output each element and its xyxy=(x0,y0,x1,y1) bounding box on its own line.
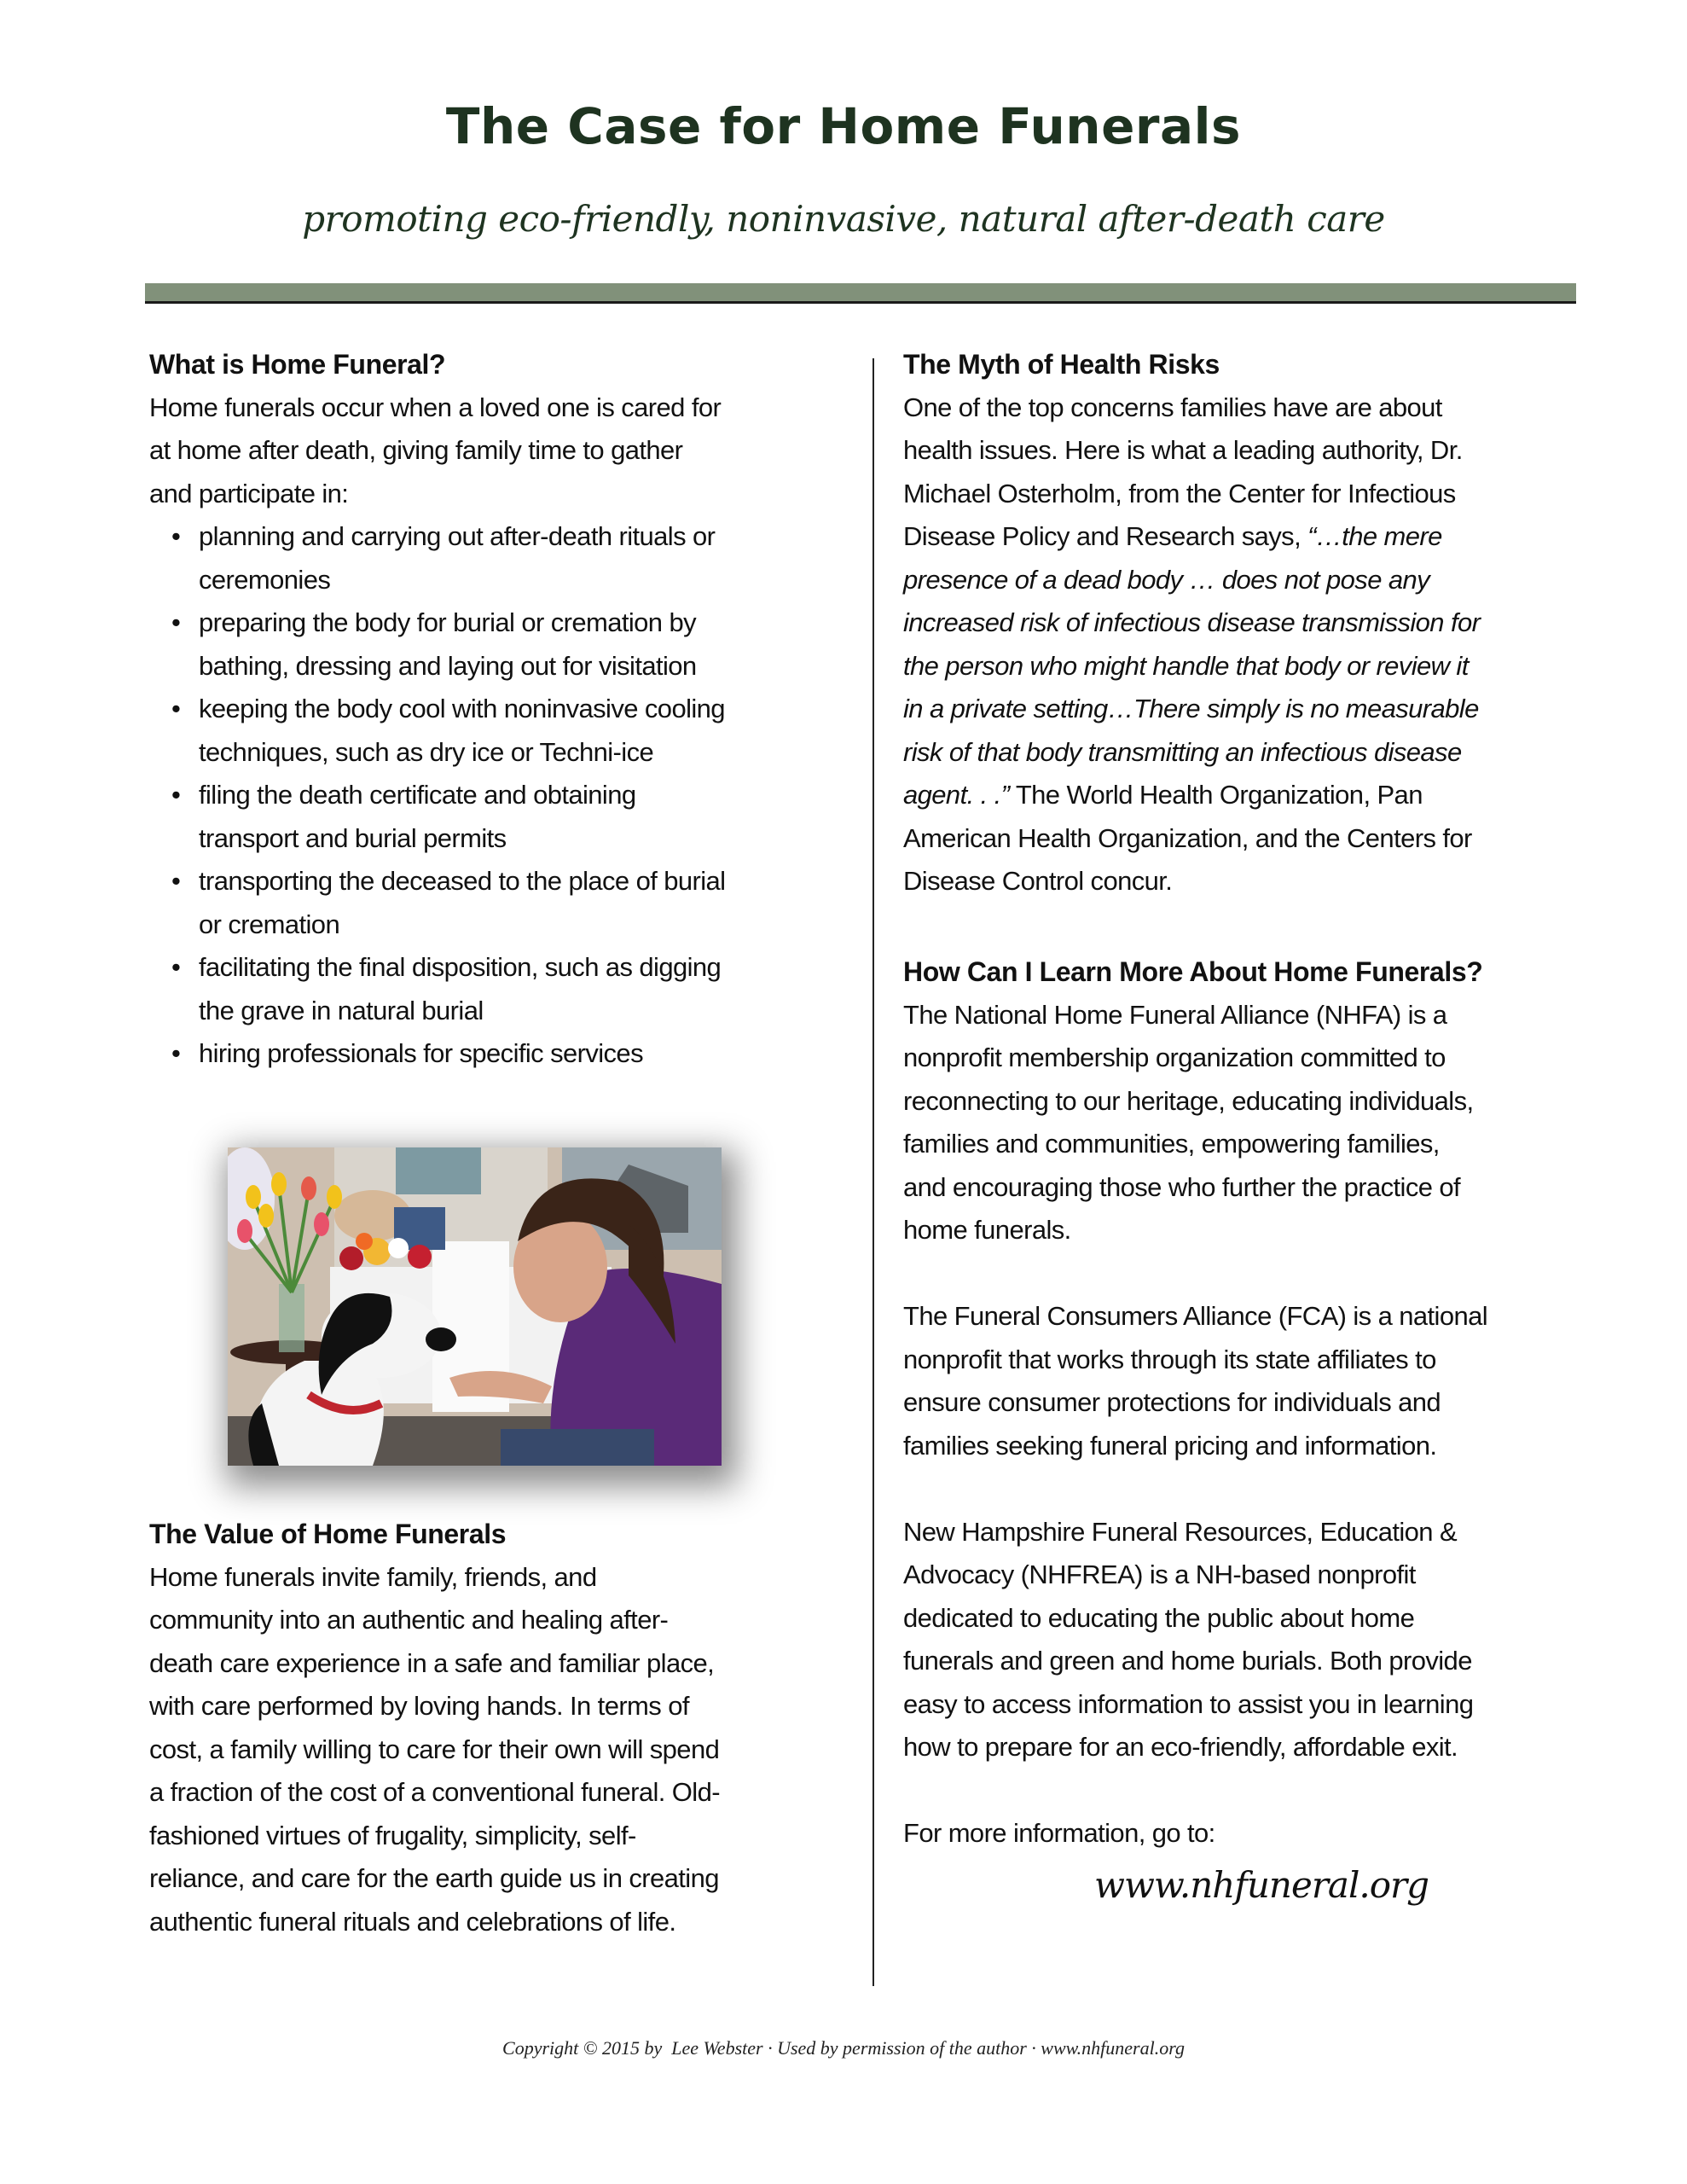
text-run: One of the top concerns families have are about xyxy=(903,392,1442,422)
photo-frame xyxy=(189,1109,795,1510)
text-line: hiring professionals for specific services xyxy=(199,1038,643,1068)
bullet-icon: • xyxy=(171,521,181,551)
flower-white xyxy=(388,1238,409,1258)
bullet-icon: • xyxy=(171,866,181,896)
myth-of-health-risks-section xyxy=(903,343,1586,903)
activities-list xyxy=(149,515,823,1076)
text-line: reliance, and care for the earth guide us in creating xyxy=(149,1863,719,1893)
list-item xyxy=(149,688,823,774)
more-info-text: For more information, go to: xyxy=(903,1818,1215,1848)
text-line: bathing, dressing and laying out for visitation xyxy=(199,650,697,681)
text-line: techniques, such as dry ice or Techni-ice xyxy=(199,736,654,767)
list-item xyxy=(149,774,823,860)
text-line: families and communities, empowering families, xyxy=(903,1129,1440,1159)
website-link[interactable]: www.nhfuneral.org xyxy=(1094,1863,1429,1906)
text-line: how to prepare for an eco-friendly, affordable exit. xyxy=(903,1732,1458,1762)
spacer xyxy=(903,1467,1586,1511)
text-line: authentic funeral rituals and celebrations of life. xyxy=(149,1906,676,1937)
home-funeral-photo xyxy=(228,1147,722,1466)
text-line: Home funerals occur when a loved one is cared for xyxy=(149,392,722,422)
text-line: Advocacy (NHFREA) is a NH-based nonprofit xyxy=(903,1560,1416,1589)
fca-paragraph xyxy=(903,1295,1586,1467)
copyright-footer: Copyright © 2015 by Lee Webster · Used by permission of the author · www.nhfuneral.org xyxy=(502,2037,1185,2059)
column-divider xyxy=(872,358,874,1986)
learn-more-section xyxy=(903,950,1586,1915)
list-item xyxy=(149,1032,823,1076)
text-line: and encouraging those who further the practice of xyxy=(903,1171,1461,1202)
section-heading: The Value of Home Funerals xyxy=(149,1519,507,1549)
text-line: at home after death, giving family time to gather xyxy=(149,435,683,465)
nhfrea-paragraph xyxy=(903,1511,1586,1769)
text-line: Home funerals invite family, friends, and xyxy=(149,1561,597,1592)
text-line xyxy=(903,429,1586,473)
section-heading: What is Home Funeral? xyxy=(149,349,446,380)
text-line: keeping the body cool with noninvasive cooling xyxy=(199,694,725,723)
quote-run: agent. . .” xyxy=(903,780,1010,810)
flower-orange xyxy=(356,1233,373,1250)
text-line: with care performed by loving hands. In terms of xyxy=(149,1691,689,1721)
text-run: Disease Control concur. xyxy=(903,866,1173,896)
text-line: transport and burial permits xyxy=(199,822,507,853)
bullet-icon: • xyxy=(171,780,181,810)
text-run: The World Health Organization, Pan xyxy=(1009,780,1423,810)
text-run: Michael Osterholm, from the Center for Infectious xyxy=(903,478,1456,508)
text-line: easy to access information to assist you in learning xyxy=(903,1688,1474,1719)
text-line: nonprofit that works through its state affiliates to xyxy=(903,1344,1436,1374)
text-run: American Health Organization, and the Centers for xyxy=(903,822,1472,853)
text-run: Disease Policy and Research says, xyxy=(903,521,1308,551)
left-column xyxy=(149,343,823,1076)
text-line: reconnecting to our heritage, educating individuals, xyxy=(903,1085,1474,1116)
document-title: The Case for Home Funerals xyxy=(445,97,1242,155)
text-line: or cremation xyxy=(199,909,340,939)
text-line: New Hampshire Funeral Resources, Education & xyxy=(903,1516,1458,1547)
text-line: nonprofit membership organization committed to xyxy=(903,1043,1446,1072)
text-line: death care experience in a safe and familiar place, xyxy=(149,1647,715,1678)
nhfa-paragraph xyxy=(903,994,1586,1252)
text-line: families seeking funeral pricing and information. xyxy=(903,1430,1437,1461)
text-run: health issues. Here is what a leading authority, Dr. xyxy=(903,435,1463,465)
text-line: cost, a family willing to care for their own will spend xyxy=(149,1734,720,1764)
text-line: ensure consumer protections for individuals and xyxy=(903,1387,1441,1417)
flower-red xyxy=(408,1245,432,1269)
text-line: a fraction of the cost of a conventional funeral. Old- xyxy=(149,1777,720,1807)
header-accent-bar xyxy=(145,283,1576,301)
text-line: The Funeral Consumers Alliance (FCA) is a national xyxy=(903,1301,1488,1331)
value-of-home-funerals-section xyxy=(149,1513,823,1943)
section-heading: The Myth of Health Risks xyxy=(903,349,1220,380)
quote-line: in a private setting…There simply is no measurable xyxy=(903,694,1479,723)
what-is-home-funeral-section xyxy=(149,343,823,1076)
document-subtitle: promoting eco-friendly, noninvasive, natural after-death care xyxy=(302,198,1385,240)
quote-run: “…the mere xyxy=(1307,521,1442,551)
text-line: facilitating the final disposition, such as digging xyxy=(199,952,722,982)
text-line: planning and carrying out after-death rituals or xyxy=(199,521,716,551)
list-item xyxy=(149,601,823,688)
text-line xyxy=(903,473,1586,516)
photo-illustration xyxy=(228,1147,722,1466)
text-line: preparing the body for burial or cremation by xyxy=(199,607,696,637)
text-line xyxy=(903,860,1586,903)
wall-picture xyxy=(396,1147,481,1194)
text-line: funerals and green and home burials. Both provide xyxy=(903,1646,1472,1676)
bullet-icon: • xyxy=(171,952,181,982)
text-line xyxy=(903,386,1586,430)
flower-red xyxy=(339,1246,363,1270)
quote-line: the person who might handle that body or review it xyxy=(903,650,1469,681)
text-line xyxy=(903,817,1586,861)
text-line: and participate in: xyxy=(149,478,349,508)
text-line: filing the death certificate and obtaining xyxy=(199,780,636,810)
quote-line: increased risk of infectious disease transmission for xyxy=(903,607,1481,637)
text-line xyxy=(903,774,1586,817)
right-column xyxy=(903,343,1586,1915)
spacer xyxy=(903,903,1586,947)
text-line: fashioned virtues of frugality, simplicity, self- xyxy=(149,1820,636,1850)
section-heading: How Can I Learn More About Home Funerals? xyxy=(903,956,1483,987)
quote-line: risk of that body transmitting an infectious disease xyxy=(903,736,1462,767)
spacer xyxy=(903,1252,1586,1296)
text-line: ceremonies xyxy=(199,564,331,595)
text-line: the grave in natural burial xyxy=(199,995,484,1025)
text-line: The National Home Funeral Alliance (NHFA) is a xyxy=(903,999,1447,1030)
vase xyxy=(279,1284,304,1352)
bullet-icon: • xyxy=(171,607,181,637)
spacer xyxy=(903,1769,1586,1813)
list-item xyxy=(149,860,823,946)
text-line: transporting the deceased to the place of burial xyxy=(199,866,726,896)
bullet-icon: • xyxy=(171,694,181,723)
text-line: community into an authentic and healing after- xyxy=(149,1605,669,1635)
list-item xyxy=(149,946,823,1032)
intro-paragraph xyxy=(149,386,823,516)
text-line: dedicated to educating the public about home xyxy=(903,1602,1415,1633)
quote-line: presence of a dead body … does not pose any xyxy=(903,564,1430,595)
text-line: home funerals. xyxy=(903,1215,1071,1245)
list-item xyxy=(149,515,823,601)
text-line xyxy=(903,515,1586,559)
bullet-icon: • xyxy=(171,1038,181,1068)
header-rule xyxy=(145,301,1576,304)
